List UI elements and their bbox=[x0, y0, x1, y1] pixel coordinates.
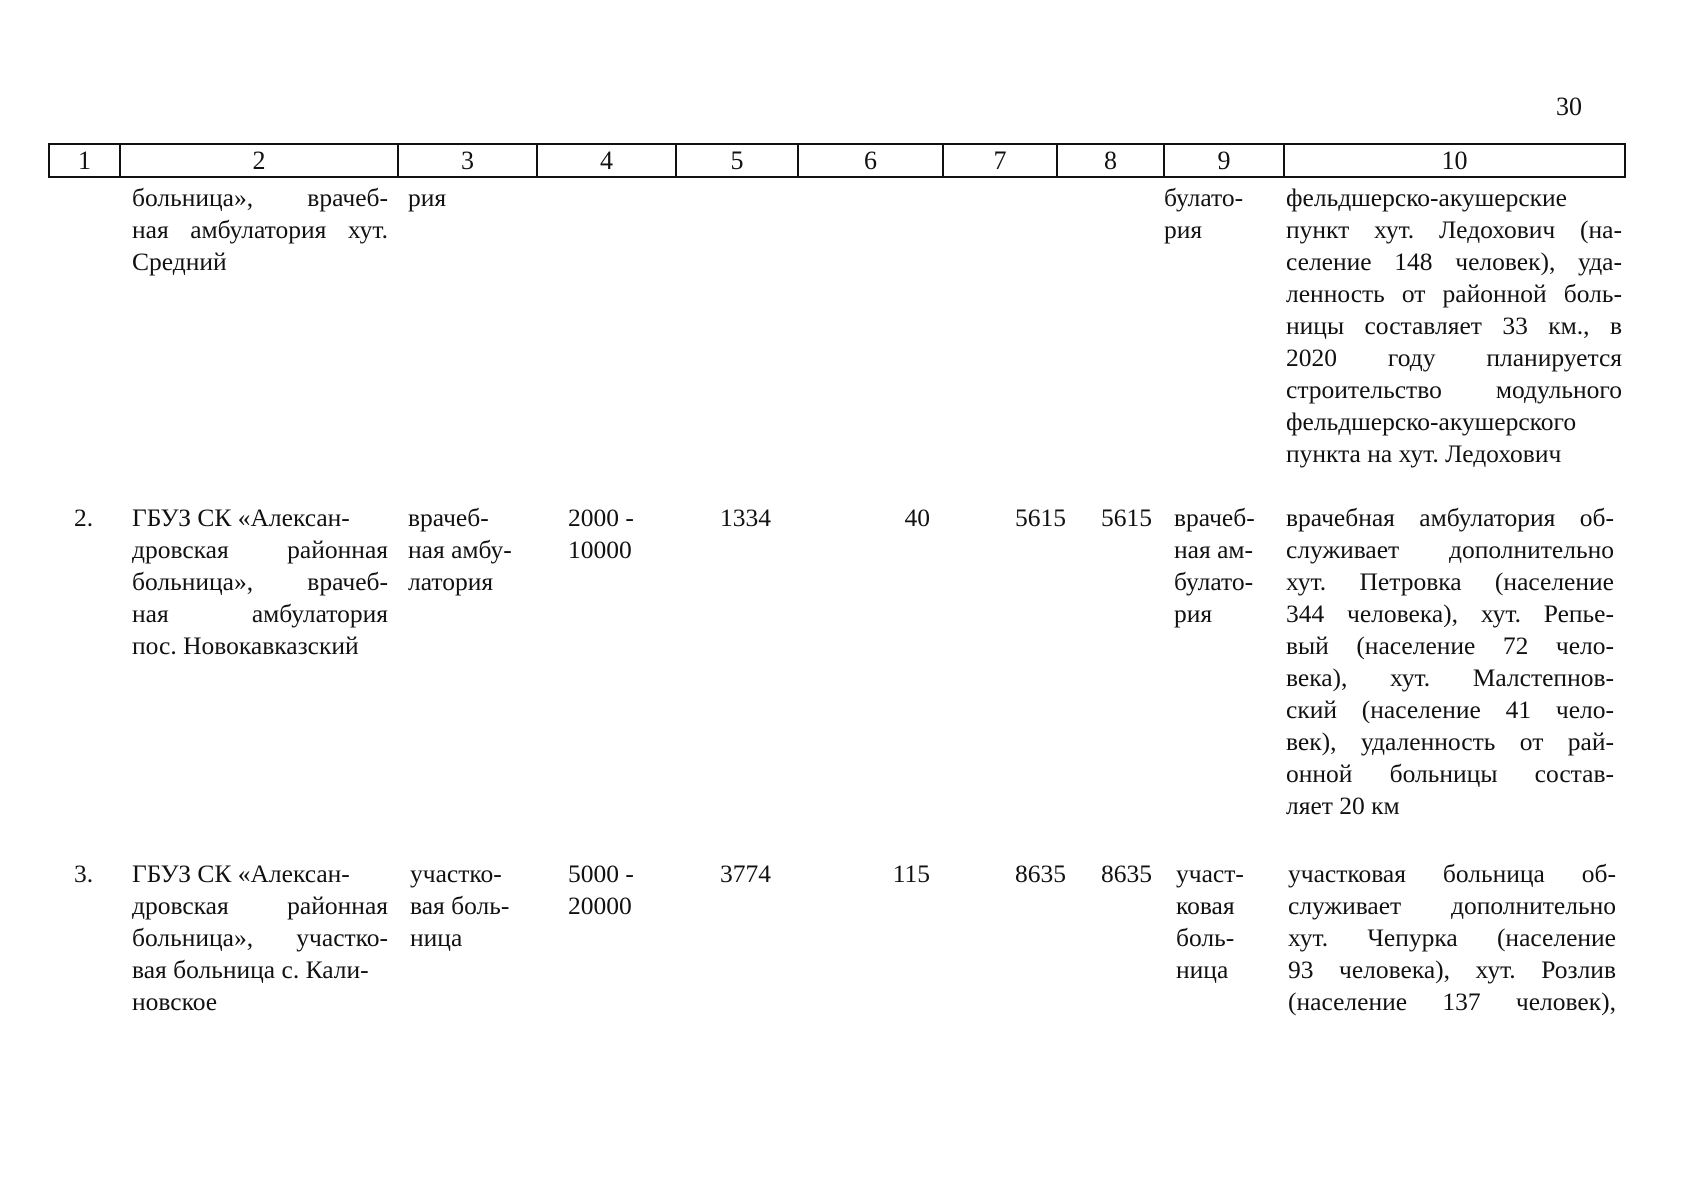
text-line: участко- bbox=[410, 859, 502, 888]
text-line: больница», врачеб- bbox=[132, 567, 388, 596]
text-line: дровская районная bbox=[132, 891, 388, 920]
col5-value: 1334 bbox=[720, 503, 771, 532]
header-col-6: 6 bbox=[798, 144, 943, 177]
text-line: онной больницы состав- bbox=[1286, 759, 1614, 788]
planned-type-cell bbox=[1176, 858, 1276, 986]
text-line: булато- bbox=[1164, 183, 1244, 212]
facility-name-cell bbox=[132, 502, 388, 662]
text-line: ский (население 41 чело- bbox=[1286, 695, 1614, 724]
text-line: пункт хут. Ледохович (на- bbox=[1286, 215, 1622, 244]
col8-value: 8635 bbox=[1101, 859, 1152, 888]
planned-type-cell bbox=[1164, 182, 1264, 246]
text-line: дровская районная bbox=[132, 535, 388, 564]
row-number: 2. bbox=[74, 503, 94, 532]
text-line: врачеб- bbox=[1174, 503, 1255, 532]
text-line: вая больница с. Кали- bbox=[132, 955, 369, 984]
row-number: 3. bbox=[74, 859, 94, 888]
text-line: 2000 - bbox=[568, 503, 634, 532]
text-line: 344 человека), хут. Репье- bbox=[1286, 599, 1614, 628]
text-line: фельдшерско-акушерские bbox=[1286, 183, 1567, 212]
facility-name-cell bbox=[132, 182, 388, 278]
header-col-10: 10 bbox=[1284, 144, 1625, 177]
text-line: булато- bbox=[1174, 567, 1254, 596]
text-line: пункта на хут. Ледохович bbox=[1286, 439, 1562, 468]
text-line: селение 148 человек), уда- bbox=[1286, 247, 1622, 276]
text-line: боль- bbox=[1176, 923, 1235, 952]
text-line: хут. Петровка (население bbox=[1286, 567, 1614, 596]
col7-value: 8635 bbox=[1015, 859, 1066, 888]
text-line: участковая больница об- bbox=[1288, 859, 1616, 888]
text-line: 5000 - bbox=[568, 859, 634, 888]
facility-name-cell bbox=[132, 858, 388, 1018]
col7-value: 5615 bbox=[1015, 503, 1066, 532]
text-line: вая боль- bbox=[410, 891, 510, 920]
header-col-9: 9 bbox=[1164, 144, 1284, 177]
text-line: века), хут. Малстепнов- bbox=[1286, 663, 1614, 692]
notes-cell bbox=[1288, 858, 1616, 1018]
text-line: 93 человека), хут. Розлив bbox=[1288, 955, 1616, 984]
text-line: ница bbox=[1176, 955, 1229, 984]
text-line: ная амбу- bbox=[408, 535, 512, 564]
text-line: Средний bbox=[132, 247, 227, 276]
text-line: 10000 bbox=[568, 535, 632, 564]
text-line: ляет 20 км bbox=[1286, 791, 1400, 820]
text-line: ленность от районной боль- bbox=[1286, 279, 1622, 308]
text-line: строительство модульного bbox=[1286, 375, 1622, 404]
text-line: пос. Новокавказский bbox=[132, 631, 359, 660]
facility-type-cell: рия bbox=[408, 183, 447, 212]
text-line: ная амбулатория хут. bbox=[132, 215, 388, 244]
text-line: ницы составляет 33 км., в bbox=[1286, 311, 1622, 340]
header-col-5: 5 bbox=[676, 144, 798, 177]
text-line: больница», участко- bbox=[132, 923, 388, 952]
header-col-1: 1 bbox=[49, 144, 120, 177]
notes-cell bbox=[1286, 182, 1622, 470]
text-line: врачеб- bbox=[408, 503, 489, 532]
header-col-8: 8 bbox=[1057, 144, 1164, 177]
text-line: рия bbox=[1174, 599, 1213, 628]
header-col-7: 7 bbox=[943, 144, 1057, 177]
text-line: рия bbox=[1164, 215, 1203, 244]
facility-type-cell bbox=[410, 858, 530, 954]
population-range-cell bbox=[568, 502, 668, 566]
facility-type-cell bbox=[408, 502, 528, 598]
header-col-2: 2 bbox=[120, 144, 398, 177]
text-line: служивает дополнительно bbox=[1286, 535, 1614, 564]
page-number: 30 bbox=[1556, 92, 1582, 121]
text-line: фельдшерско-акушерского bbox=[1286, 407, 1577, 436]
text-line: вый (население 72 чело- bbox=[1286, 631, 1614, 660]
notes-cell bbox=[1286, 502, 1614, 822]
text-line: участ- bbox=[1176, 859, 1244, 888]
text-line: больница», врачеб- bbox=[132, 183, 388, 212]
text-line: 20000 bbox=[568, 891, 632, 920]
col8-value: 5615 bbox=[1101, 503, 1152, 532]
text-line: 2020 году планируется bbox=[1286, 343, 1622, 372]
col6-value: 40 bbox=[904, 503, 930, 532]
text-line: (население 137 человек), bbox=[1288, 987, 1616, 1016]
text-line: ГБУЗ СК «Алексан- bbox=[132, 859, 350, 888]
col5-value: 3774 bbox=[720, 859, 771, 888]
text-line: ница bbox=[410, 923, 463, 952]
text-line: латория bbox=[408, 567, 494, 596]
col6-value: 115 bbox=[892, 859, 930, 888]
header-col-3: 3 bbox=[398, 144, 537, 177]
population-range-cell bbox=[568, 858, 668, 922]
column-number-header bbox=[48, 143, 1626, 178]
text-line: ковая bbox=[1176, 891, 1235, 920]
text-line: служивает дополнительно bbox=[1288, 891, 1616, 920]
header-col-4: 4 bbox=[537, 144, 676, 177]
text-line: ная ам- bbox=[1174, 535, 1254, 564]
text-line: новское bbox=[132, 987, 218, 1016]
text-line: хут. Чепурка (население bbox=[1288, 923, 1616, 952]
text-line: ГБУЗ СК «Алексан- bbox=[132, 503, 350, 532]
text-line: ная амбулатория bbox=[132, 599, 388, 628]
text-line: век), удаленность от рай- bbox=[1286, 727, 1614, 756]
planned-type-cell bbox=[1174, 502, 1274, 630]
text-line: врачебная амбулатория об- bbox=[1286, 503, 1614, 532]
